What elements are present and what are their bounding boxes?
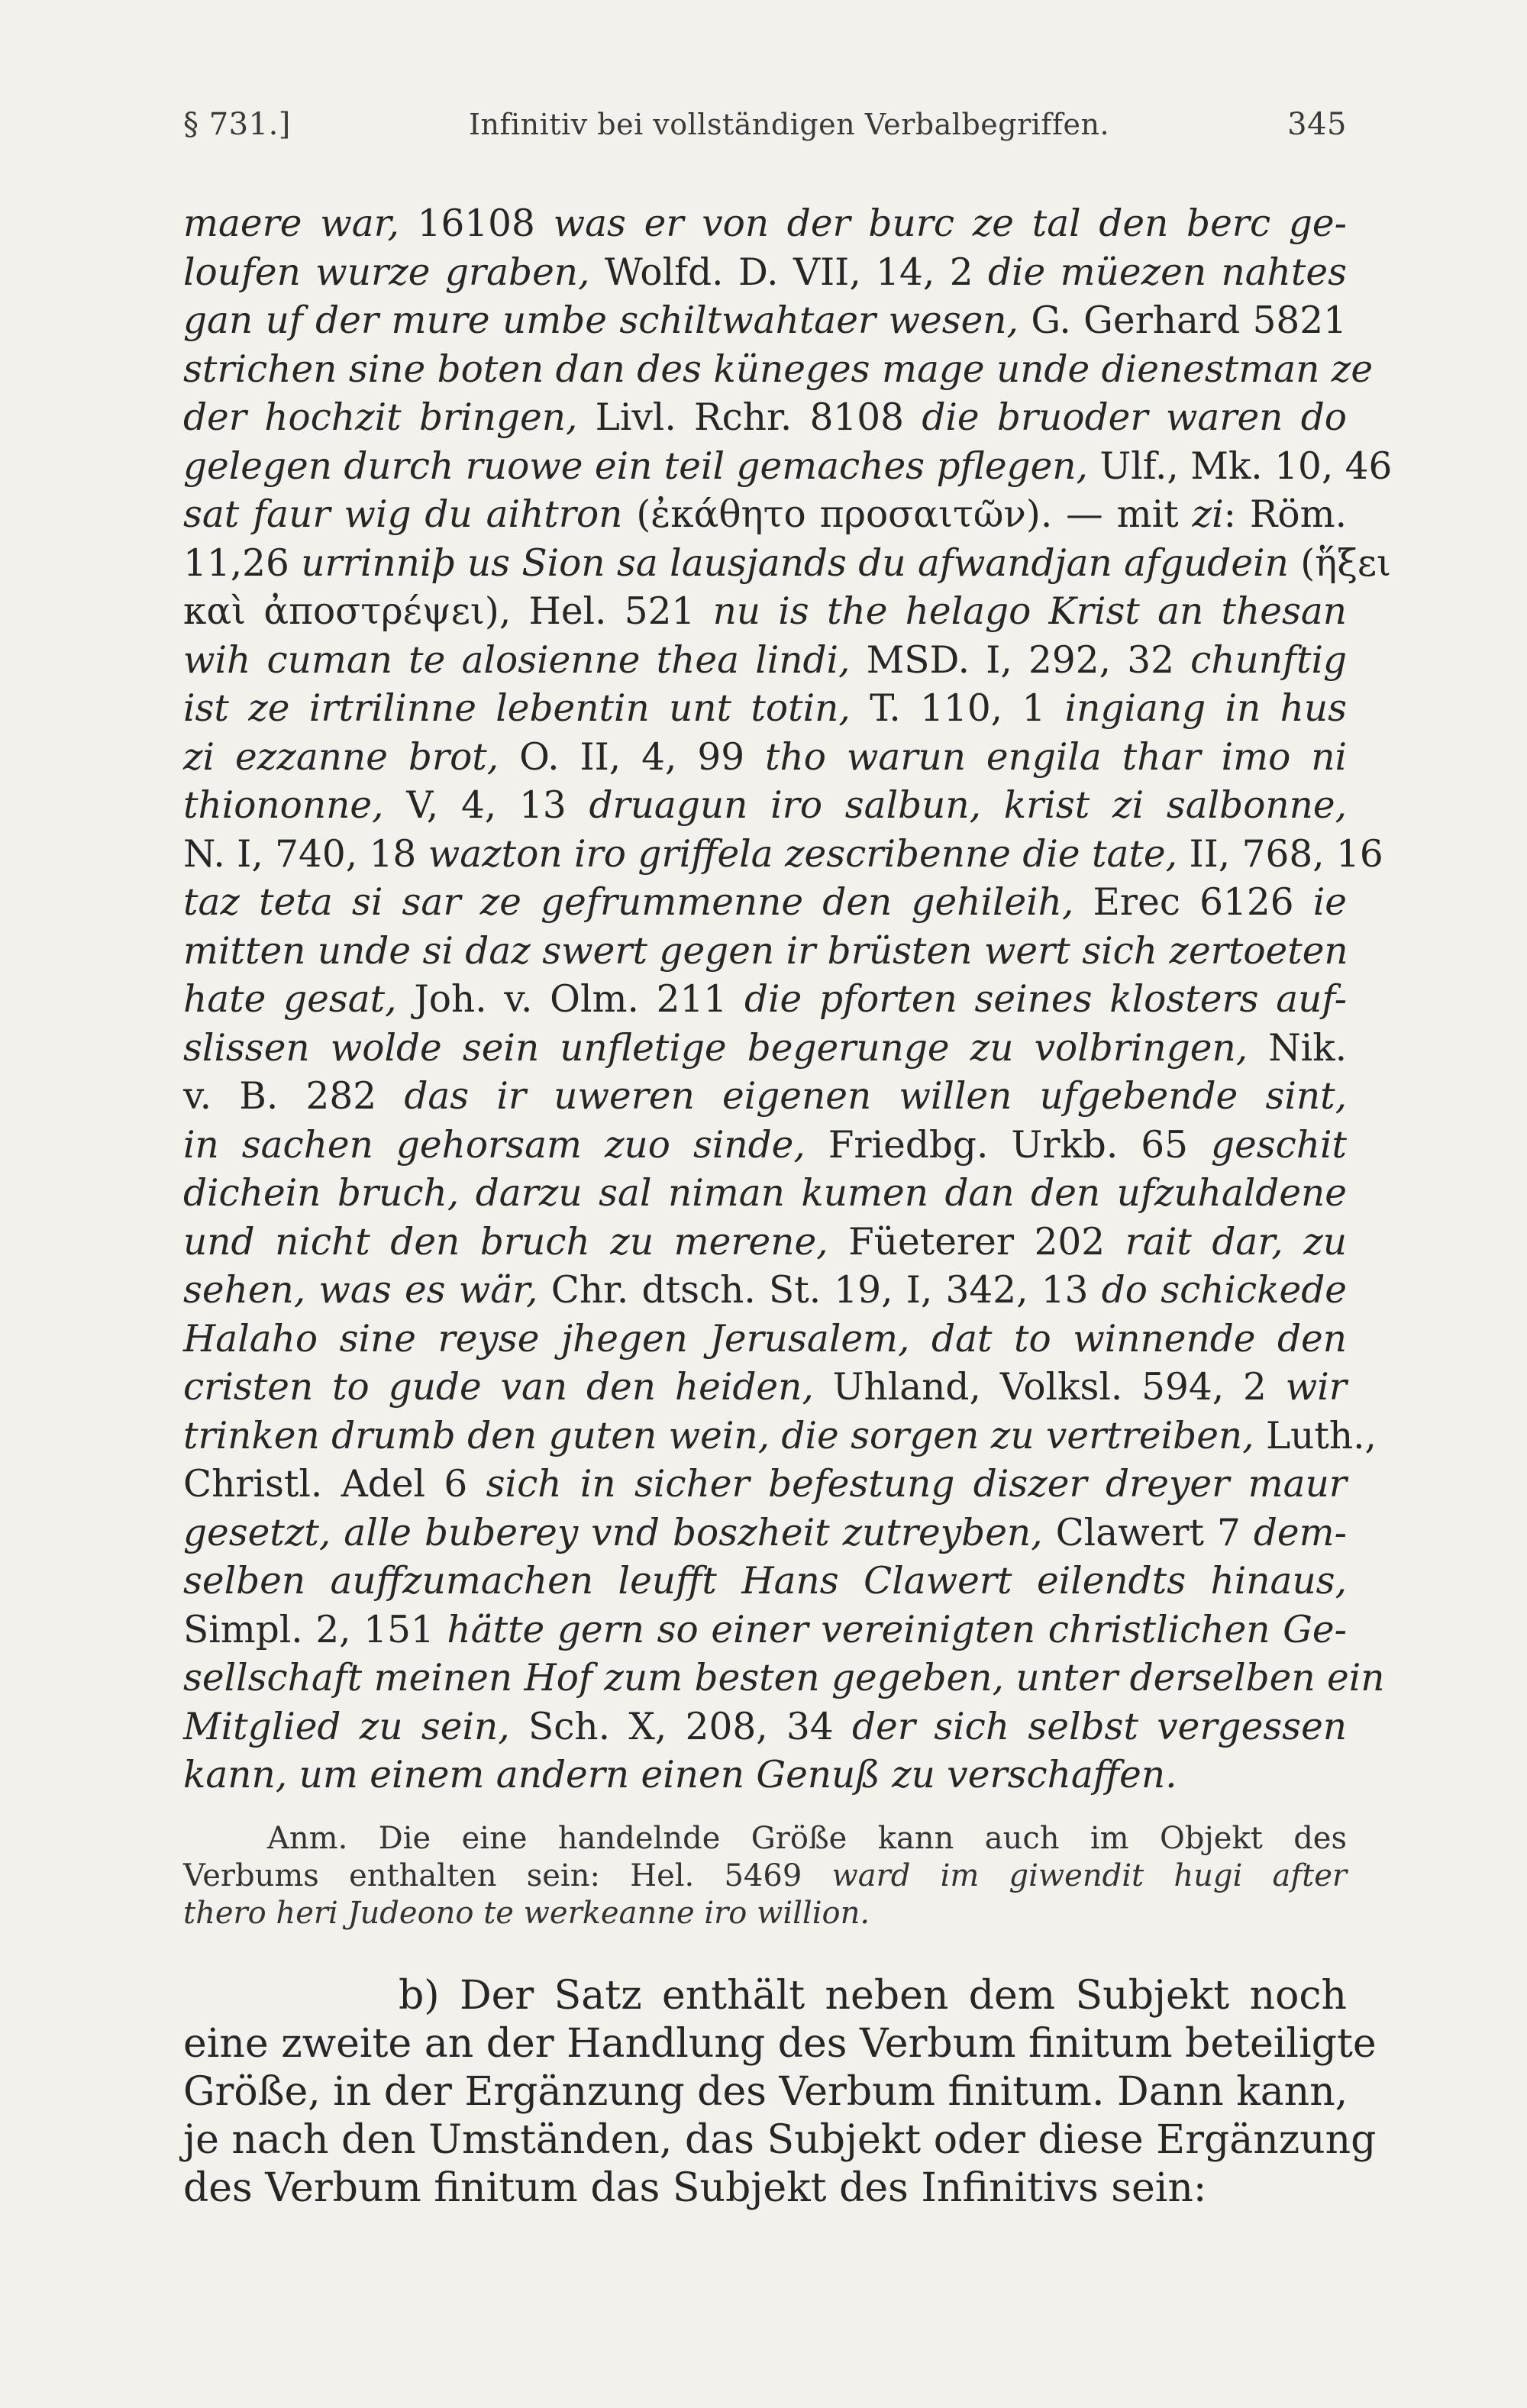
italic-text: sat faur wig du aihtron <box>183 493 623 536</box>
italic-text: der hochzit bringen, <box>183 396 578 439</box>
italic-text: geschit <box>1210 1123 1347 1167</box>
italic-text: die pforten seines klosters auf- <box>744 978 1347 1021</box>
text-line <box>183 1267 1347 1315</box>
roman-text: MSD. I, 292, 32 <box>850 638 1191 682</box>
page-number: 345 <box>1287 107 1347 142</box>
roman-text: Verbums enthalten sein: Hel. 5469 <box>183 1858 832 1893</box>
roman-text: eine zweite an der Handlung des Verbum finitum beteiligte <box>183 2020 1377 2067</box>
section-line <box>183 2164 1347 2213</box>
roman-text: Erec 6126 <box>1073 881 1313 924</box>
roman-text: 11,26 <box>183 541 302 585</box>
running-title: Infinitiv bei vollständigen Verbalbegriffen. <box>468 108 1110 141</box>
italic-text: selben auffzumachen leufft Hans Clawert eilendts hinaus, <box>183 1560 1347 1603</box>
text-line <box>183 443 1393 492</box>
text-line <box>183 1654 1385 1703</box>
text-line <box>183 1315 1347 1364</box>
text-line <box>183 782 1347 831</box>
italic-text: maere war, <box>183 202 399 245</box>
roman-text: καὶ ἀποστρέψει), Hel. 521 <box>183 590 713 633</box>
italic-text: slissen wolde sein unfletige begerunge zu volbringen, <box>183 1026 1248 1070</box>
italic-text: sellschaft meinen Hof zum besten gegeben, unter derselben ein <box>183 1657 1385 1699</box>
text-line <box>183 1122 1347 1170</box>
roman-text: Friedbg. Urkb. 65 <box>805 1123 1211 1167</box>
italic-text: hätte gern so einer vereinigten christlichen Ge- <box>447 1608 1347 1651</box>
italic-text: loufen wurze graben, <box>183 250 590 294</box>
note-line <box>183 1858 1347 1895</box>
italic-text: ingiang in hus <box>1064 687 1347 730</box>
italic-text: ist ze irtrilinne lebentin unt totin, <box>183 687 851 730</box>
text-line <box>183 297 1347 346</box>
italic-text: dichein bruch, darzu sal niman kumen dan den ufzuhaldene <box>183 1172 1347 1215</box>
text-line <box>183 1364 1347 1412</box>
text-line <box>183 200 1347 249</box>
roman-text: Größe, in der Ergänzung des Verbum finitum. Dann kann, <box>183 2068 1348 2115</box>
roman-text: Anm. Die eine handelnde Größe kann auch im Objekt des <box>267 1820 1347 1856</box>
roman-text: O. II, 4, 99 <box>499 735 766 779</box>
section-line <box>183 2068 1347 2116</box>
text-line <box>183 734 1347 783</box>
running-header <box>183 107 1347 153</box>
italic-text: Mitglied zu sein, <box>183 1705 510 1748</box>
text-line <box>183 540 1392 589</box>
section-b-paragraph <box>183 1972 1377 2213</box>
text-line <box>183 346 1374 395</box>
roman-text: Clawert 7 <box>1042 1511 1254 1554</box>
roman-text: Ulf., Mk. 10, 46 <box>1087 444 1393 488</box>
text-line <box>183 1412 1377 1461</box>
italic-text: mitten unde si daz swert gegen ir brüsten wert sich zertoeten <box>183 929 1348 973</box>
italic-text: gesetzt, alle buberey vnd boszheit zutreyben, <box>183 1511 1043 1554</box>
text-line <box>183 249 1347 298</box>
italic-text: sehen, was es wär, <box>183 1269 538 1312</box>
roman-text: (ἥξει <box>1288 541 1392 585</box>
text-line <box>183 588 1347 637</box>
roman-text: Livl. Rchr. 8108 <box>577 396 922 439</box>
roman-text: Chr. dtsch. St. 19, I, 342, 13 <box>538 1269 1102 1312</box>
italic-text: sich in sicher befestung diszer dreyer maur <box>486 1463 1347 1506</box>
body-paragraph <box>183 200 1393 1800</box>
italic-text: dem- <box>1253 1511 1348 1554</box>
roman-text: Wolfd. D. VII, 14, 2 <box>589 250 988 294</box>
roman-text: Joh. v. Olm. 211 <box>396 978 744 1021</box>
italic-text: der sich selbst vergessen <box>852 1705 1348 1748</box>
italic-text: wir <box>1285 1366 1347 1409</box>
text-line <box>183 491 1347 540</box>
text-line <box>183 976 1347 1025</box>
italic-text: trinken drumb den guten wein, die sorgen zu vertreiben, <box>183 1414 1254 1457</box>
roman-text: b) Der Satz enthält neben dem Subjekt noch <box>399 1972 1347 2019</box>
text-line <box>183 879 1347 928</box>
italic-text: druagun iro salbun, krist zi salbonne, <box>589 784 1347 827</box>
roman-text: des Verbum finitum das Subjekt des Infinitivs sein: <box>183 2164 1207 2211</box>
roman-text: Luth., <box>1254 1414 1377 1457</box>
italic-text: taz teta si sar ze gefrummenne den gehileih, <box>183 881 1074 924</box>
text-line <box>183 1703 1347 1752</box>
italic-text: gan uf der mure umbe schiltwahtaer wesen, <box>183 299 1019 342</box>
text-line <box>183 1751 1347 1800</box>
section-line <box>183 2020 1377 2068</box>
italic-text: ie <box>1312 881 1348 924</box>
italic-text: die müezen nahtes <box>988 250 1348 294</box>
text-line <box>183 1509 1347 1558</box>
text-line <box>183 1170 1347 1219</box>
text-line <box>183 1557 1347 1606</box>
italic-text: und nicht den bruch zu merene, <box>183 1220 828 1264</box>
italic-text: do schickede <box>1101 1269 1347 1312</box>
roman-text: N. I, 740, 18 <box>183 832 428 876</box>
italic-text: urrinniþ us Sion sa lausjands du afwandjan afgudein <box>301 541 1289 585</box>
roman-text: Füeterer 202 <box>828 1220 1125 1264</box>
roman-text: Sch. X, 208, 34 <box>509 1705 853 1748</box>
roman-text: Christl. Adel 6 <box>183 1463 486 1506</box>
note-line <box>183 1895 1347 1932</box>
italic-text: chunftig <box>1190 638 1348 682</box>
italic-text: was er von der burc ze tal den berc ge- <box>553 202 1347 245</box>
text-line <box>183 685 1347 734</box>
section-line <box>183 1972 1347 2020</box>
italic-text: die bruoder waren do <box>922 396 1347 439</box>
roman-text: V, 4, 13 <box>383 784 589 827</box>
italic-text: zi <box>1192 493 1224 536</box>
annotation-note <box>183 1820 1347 1932</box>
text-line <box>183 831 1383 880</box>
italic-text: thiononne, <box>183 784 384 827</box>
text-line <box>183 637 1347 686</box>
italic-text: kann, um einem andern einen Genuß zu verschaffen. <box>183 1754 1177 1796</box>
section-reference: § 731.] <box>183 107 291 142</box>
text-line <box>183 1461 1347 1509</box>
roman-text: Simpl. 2, 151 <box>183 1608 447 1651</box>
italic-text: tho warun engila thar imo ni <box>765 735 1347 779</box>
roman-text: v. B. 282 <box>183 1075 405 1118</box>
italic-text: ward im giwendit hugi after <box>831 1858 1347 1893</box>
italic-text: hate gesat, <box>183 978 397 1021</box>
roman-text: (ἐκάθητο προσαιτῶν). — mit <box>622 493 1193 536</box>
italic-text: gelegen durch ruowe ein teil gemaches pflegen, <box>183 444 1088 488</box>
text-line <box>183 928 1347 976</box>
roman-text: Nik. <box>1248 1026 1347 1070</box>
text-line <box>183 394 1347 443</box>
text-line <box>183 1073 1347 1122</box>
roman-text: 16108 <box>399 202 554 245</box>
italic-text: thero heri Judeono te werkeanne iro willion. <box>183 1895 870 1931</box>
italic-text: Halaho sine reyse jhegen Jerusalem, dat to winnende den <box>183 1317 1347 1361</box>
roman-text: : Röm. <box>1223 493 1347 536</box>
italic-text: strichen sine boten dan des küneges mage unde dienestman ze <box>183 347 1374 391</box>
italic-text: rait dar, zu <box>1125 1220 1347 1264</box>
roman-text: II, 768, 16 <box>1177 832 1383 876</box>
italic-text: in sachen gehorsam zuo sinde, <box>183 1123 805 1167</box>
italic-text: wih cuman te alosienne thea lindi, <box>183 638 851 682</box>
italic-text: cristen to gude van den heiden, <box>183 1366 814 1409</box>
note-line <box>183 1820 1347 1858</box>
section-line <box>183 2116 1377 2164</box>
italic-text: wazton iro griffela zescribenne die tate, <box>428 832 1178 876</box>
text-line <box>183 1025 1347 1073</box>
roman-text: T. 110, 1 <box>850 687 1065 730</box>
italic-text: zi ezzanne brot, <box>183 735 499 779</box>
italic-text: nu is the helago Krist an thesan <box>712 590 1347 633</box>
text-line <box>183 1606 1347 1655</box>
text-line <box>183 1219 1347 1267</box>
roman-text: Uhland, Volksl. 594, 2 <box>813 1366 1286 1409</box>
roman-text: je nach den Umständen, das Subjekt oder diese Ergänzung <box>183 2116 1377 2163</box>
italic-text: das ir uweren eigenen willen ufgebende sint, <box>404 1075 1347 1118</box>
roman-text: G. Gerhard 5821 <box>1018 299 1348 342</box>
